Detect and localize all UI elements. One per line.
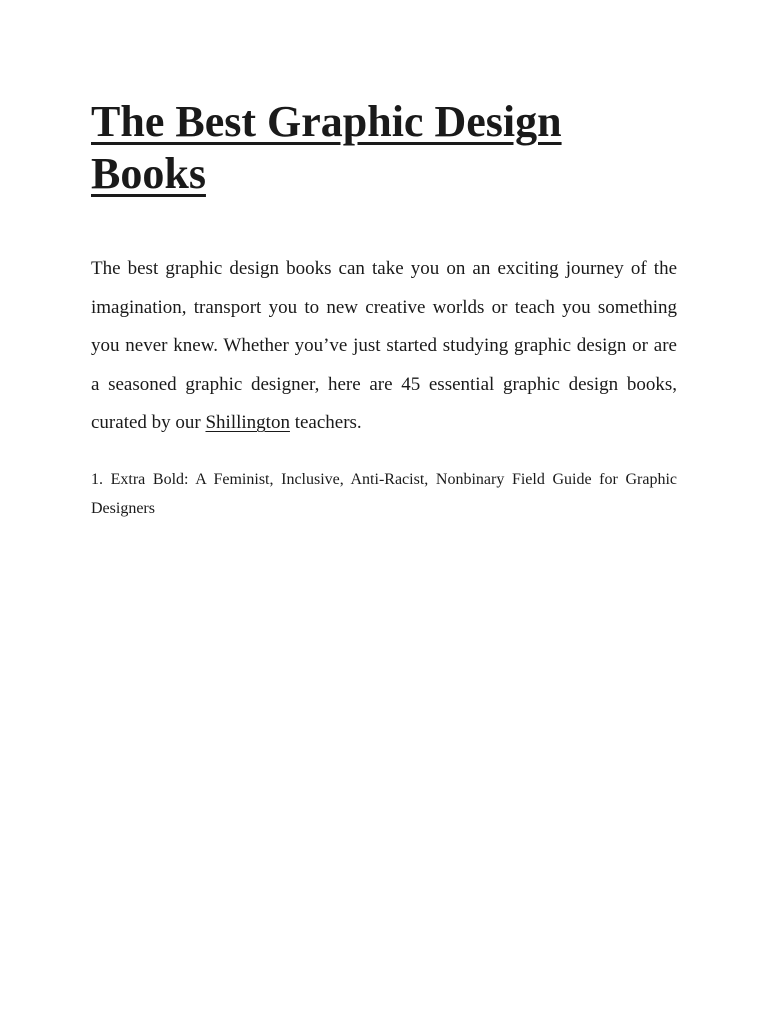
intro-text-after-link: teachers.	[289, 412, 362, 433]
intro-paragraph	[91, 250, 677, 443]
shillington-link[interactable]: Shillington	[205, 412, 290, 433]
list-item: 1. Extra Bold: A Feminist, Inclusive, Anti-Racist, Nonbinary Field Guide for Graphic Designers	[91, 470, 677, 517]
intro-text-before-link: The best graphic design books can take you on an exciting journey of the imagination, transport you to new creative worlds or teach you something you never knew. Whether you’ve just started studying graphic design or are a seasoned graphic designer, here are 45 essential graphic design books, curated by our	[91, 258, 677, 433]
page-title: The Best Graphic Design Books	[91, 97, 562, 198]
document-page	[91, 96, 677, 523]
